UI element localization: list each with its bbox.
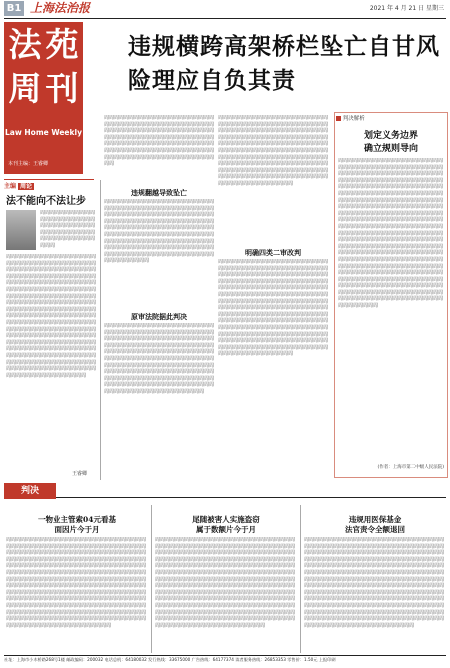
header-rule — [4, 18, 446, 19]
masthead-editor: 本刊主编：王睿卿 — [8, 161, 49, 167]
subhead-3: 明确四类二审改判 — [245, 248, 301, 257]
right-column-title-1: 划定义务边界 — [363, 131, 418, 141]
column-body-2: 周周周周周周周周周周周周周周周周周周周周周周周周周周周周周周周周周周周周周周周周周周周周周周周周周周周周周周周周周周周周周周周周周周周周周周周周周周周周周周周周周周周周周周周周周周周周周周周周周周周周周周周周周周周周周周周周周周周周周周周周周周周周周周周周周周周周周周周周周周周周周周周周周周周周周周周周周周周周周周周周周周周周周周周周周周周周周周周周周周周周周周周周周周周周周周周周周周周周周周周周周周周周周周周周周周周周周周周周周周周周周周周周周周周周周周周周周周周周周周周周周周周周周周周周周周周周周周周周周周周周周周周周周周周周周周周周周周周周周周周周周周周周周周周周周周周周周周周周周周周周周周周周周周周周周周周周周周周周周周周周周周周周周周周周周周周周周周周周周周周周 — [6, 254, 97, 379]
footer-rule — [4, 655, 446, 656]
masthead-title-en: Law Home Weekly — [5, 128, 82, 137]
column-label — [4, 183, 34, 191]
column-author: 王睿卿 — [72, 471, 88, 477]
masthead-block — [4, 22, 83, 174]
page-header — [0, 0, 450, 18]
bottom-divider-1 — [151, 505, 152, 653]
page-number: B1 — [4, 1, 24, 16]
column-section-label: 主编 — [4, 183, 17, 190]
footer-info: 社址：上海市小木桥路268号1楼 邮政编码：200032 电话总机：64180032 发行热线：33675000 广告热线：64177374 读者服务热线：26853353 零售价：1.50元 上报印刷 — [4, 657, 336, 662]
author-photo — [6, 210, 36, 250]
main-col-2b: 周周周周周周周周周周周周周周周周周周周周周周周周周周周周周周周周周周周周周周周周周周周周周周周周周周周周周周周周周周周周周周周周周周周周周周周周周周周周周周周周周周周周周周周周周周周周周周周周周周周周周周周周周周周周周周周周周周周周周周周周周周周周周周周周周周周周周周周周周周周周周周周周周周周周周周周周周周周周周周周周周周周周周周周周周周周周周周周周周周周周周周周周周周周周周周周周周周周周周周周周周周周周周周周周周周周周周周周周周周周周周周周周周周周周周周周周周周周周周周周周周周周周周周周周周周周周周周周周周周周周周周周周周周周周周周周周周周周周周周周周周周周周周周周周周周周周周周周周周周周周周周周周周周周周周周周周周周周周周周周周周周周 — [218, 259, 328, 358]
column-body-1: 周周周周周周周周周周周周周周周周周周周周周周周周周周周周周周周周周周周周周周周周周周周周周周周周周周周周周周周周周周 — [40, 210, 96, 249]
right-column-body: 周周周周周周周周周周周周周周周周周周周周周周周周周周周周周周周周周周周周周周周周周周周周周周周周周周周周周周周周周周周周周周周周周周周周周周周周周周周周周周周周周周周周周周周周周周周周周周周周周周周周周周周周周周周周周周周周周周周周周周周周周周周周周周周周周周周周周周周周周周周周周周周周周周周周周周周周周周周周周周周周周周周周周周周周周周周周周周周周周周周周周周周周周周周周周周周周周周周周周周周周周周周周周周周周周周周周周周周周周周周周周周周周周周周周周周周周周周周周周周周周周周周周周周周周周周周周周周周周周周周周周周周周周周周周周周周周周周周周周周周周周周周周周周周周周周周周周周周周周周周周周周周周周周周周周周周周周周周周周周周周周周周周周周周周周周周周周周周周周周周周周周周周周周周周周周周周周周周周周周周周周周周周周周周周周周周周周周周周周周周周周周周周周周周周周周周周周周周周周周周周周周周周周周周周周周周周周周周周周周周周周周周周周周周周周周周周周周周周周周周周周周周周周周周周周周周周周周周周周周周周周周周周周周周周周周 — [338, 158, 444, 310]
main-col-2a: 周周周周周周周周周周周周周周周周周周周周周周周周周周周周周周周周周周周周周周周周周周周周周周周周周周周周周周周周周周周周周周周周周周周周周周周周周周周周周周周周周周周周周周周周周周周周周周周周周周周周周周周周周周周周周周周周周周周周周周周周周周周周周周周周周周周周周周周周周周周周周周周周周周周周周周周周周周周周周周周周周周周周周周周周周周周周周周周周周周周周周周周周周周周周周周周周周周周周周周周周周周周周周周周周周周周周周周周周周周周周周周周周周周周周周周周周周周周 — [218, 115, 328, 187]
tag-square-icon — [336, 116, 341, 121]
judgment-label — [4, 483, 56, 499]
bottom-article-1-title-1: 一物业主管索04元看基 — [38, 515, 116, 524]
masthead-title-2: 苑 — [45, 25, 79, 64]
column-section-tag: 周论 — [20, 183, 33, 190]
bottom-article-1-body: 周周周周周周周周周周周周周周周周周周周周周周周周周周周周周周周周周周周周周周周周周周周周周周周周周周周周周周周周周周周周周周周周周周周周周周周周周周周周周周周周周周周周周周周周周周周周周周周周周周周周周周周周周周周周周周周周周周周周周周周周周周周周周周周周周周周周周周周周周周周周周周周周周周周周周周周周周周周周周周周周周周周周周周周周周周周周周周周周周周周周周周周周周周周周周周周周周周周周周周周周周周周周周周周周周周周周周周周周周周周周周周周周周周周周周周周周周周周周周周周周周周周周周周周周周周周周周周周周周周周周周周周周周周周周周周周周周周周周周周周周周周周周周周周周周周周周周周周周周周周周周周周周周周周周周周周周周周周周周周周周周周周周周周周周周周周周周周周周周周周周周周周周周周周周周周周周周周周周周周周周周周周周周周周周周周周周周周周周周周周周周周周周周 — [6, 537, 147, 629]
bottom-article-2-body: 周周周周周周周周周周周周周周周周周周周周周周周周周周周周周周周周周周周周周周周周周周周周周周周周周周周周周周周周周周周周周周周周周周周周周周周周周周周周周周周周周周周周周周周周周周周周周周周周周周周周周周周周周周周周周周周周周周周周周周周周周周周周周周周周周周周周周周周周周周周周周周周周周周周周周周周周周周周周周周周周周周周周周周周周周周周周周周周周周周周周周周周周周周周周周周周周周周周周周周周周周周周周周周周周周周周周周周周周周周周周周周周周周周周周周周周周周周周周周周周周周周周周周周周周周周周周周周周周周周周周周周周周周周周周周周周周周周周周周周周周周周周周周周周周周周周周周周周周周周周周周周周周周周周周周周周周周周周周周周周周周周周周周周周周周周周周周周周周周周周周周周周周周周周周周周周周周周周周周周周周周周周周周周周周周周周周周周周周周周周周周周周周周周 — [155, 537, 296, 629]
column-top-rule — [4, 179, 94, 180]
right-column-tag-text: 判决解析 — [342, 116, 365, 122]
bottom-article-3-title-2: 法官责令全额退回 — [345, 525, 405, 534]
main-col-1c: 周周周周周周周周周周周周周周周周周周周周周周周周周周周周周周周周周周周周周周周周周周周周周周周周周周周周周周周周周周周周周周周周周周周周周周周周周周周周周周周周周周周周周周周周周周周周周周周周周周周周周周周周周周周周周周周周周周周周周周周周周周周周周周周周周周周周周周周周周周周周周周周周周周周周周周周周周周周周周周周周周周周周周周周周周周周周周周周周周周周周周周周周周周周周周周周周周周周周周周周周周周周周周周周周周周周周周周周周周周周周周周周周周周周周周周周周周周周周周周周周 — [104, 323, 214, 395]
right-column-tag — [336, 114, 365, 122]
column-divider — [100, 180, 101, 480]
issue-date: 2021 年 4 月 21 日 星期三 — [369, 5, 444, 12]
judgment-label-text: 判决 — [20, 486, 39, 496]
masthead-title-3: 周 — [8, 69, 42, 108]
masthead-title-1: 法 — [8, 25, 42, 64]
column-title: 法不能向不法让步 — [6, 196, 86, 207]
main-col-1a: 周周周周周周周周周周周周周周周周周周周周周周周周周周周周周周周周周周周周周周周周周周周周周周周周周周周周周周周周周周周周周周周周周周周周周周周周周周周周周周周周周周周周周周周周周周周周周周周周周周周周周周周周周周周周周周周周周周周周周周周周周周周周周周周周周周周周周周周周周周周周周周周周周周周周周周周周周周周周 — [104, 115, 214, 168]
judgment-rule — [4, 497, 446, 498]
lead-headline: 违规横跨高架桥栏坠亡自甘风险理应自负其责 — [128, 33, 440, 94]
bottom-article-3-body: 周周周周周周周周周周周周周周周周周周周周周周周周周周周周周周周周周周周周周周周周周周周周周周周周周周周周周周周周周周周周周周周周周周周周周周周周周周周周周周周周周周周周周周周周周周周周周周周周周周周周周周周周周周周周周周周周周周周周周周周周周周周周周周周周周周周周周周周周周周周周周周周周周周周周周周周周周周周周周周周周周周周周周周周周周周周周周周周周周周周周周周周周周周周周周周周周周周周周周周周周周周周周周周周周周周周周周周周周周周周周周周周周周周周周周周周周周周周周周周周周周周周周周周周周周周周周周周周周周周周周周周周周周周周周周周周周周周周周周周周周周周周周周周周周周周周周周周周周周周周周周周周周周周周周周周周周周周周周周周周周周周周周周周周周周周周周周周周周周周周周周周周周周周周周周周周周周周周周周周周周周周周周周周周周周周周周周周周周周周周周周周周周周周 — [304, 537, 445, 629]
masthead-title-4: 刊 — [45, 69, 79, 108]
bottom-article-2-title-2: 属于数额片今于月 — [196, 525, 256, 534]
subhead-2: 原审法院据此判决 — [131, 312, 187, 321]
bottom-divider-2 — [300, 505, 301, 653]
bottom-article-1-title-2: 面因片今于月 — [54, 525, 100, 534]
newspaper-name: 上海法治报 — [30, 1, 91, 15]
bottom-article-2-title-1: 尾随被害人实施盗窃 — [192, 515, 260, 524]
right-column-title-2: 确立规则导向 — [363, 144, 418, 154]
bottom-article-3-title-1: 违规用医保基金 — [348, 515, 402, 524]
right-column-author: (作者：上海市第二中级人民法院) — [377, 465, 444, 470]
main-col-1b: 周周周周周周周周周周周周周周周周周周周周周周周周周周周周周周周周周周周周周周周周周周周周周周周周周周周周周周周周周周周周周周周周周周周周周周周周周周周周周周周周周周周周周周周周周周周周周周周周周周周周周周周周周周周周周周周周周周周周周周周周周周周周周周周周周周周周周周周周周周周周周周周周周周周周周周周周周周周周周周周周周周周周周周周周周周周周周周周周周周周周周周周周周周周周周周周周周周周周周周周周周周周周周周周 — [104, 199, 214, 265]
subhead-1: 违规翻越导致坠亡 — [131, 188, 187, 197]
